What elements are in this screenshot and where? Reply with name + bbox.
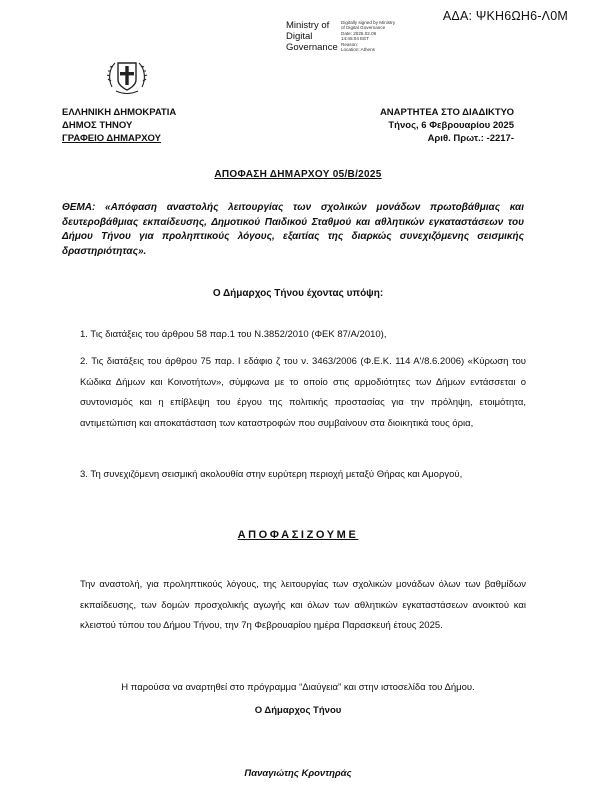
signature-detail-line: Digitally signed by Ministry (341, 20, 396, 25)
document-date: Τήνος, 6 Φεβρουαρίου 2025 (388, 120, 514, 131)
considering-heading: Ο Δήμαρχος Τήνου έχοντας υπόψη: (212, 288, 384, 299)
decide-heading: ΑΠΟΦΑΣΙΖΟΥΜΕ (237, 529, 359, 541)
signature-detail-line: Reason: (341, 41, 359, 47)
publication-note: ΑΝΑΡΤΗΤΕΑ ΣΤΟ ΔΙΑΔΙΚΤΥΟ (379, 107, 514, 118)
signature-detail-line: of Digital Governance (341, 25, 386, 31)
country-name: ΕΛΛΗΝΙΚΗ ΔΗΜΟΚΡΑΤΙΑ (62, 107, 177, 118)
considering-item: 2. Τις διατάξεις του άρθρου 75 παρ. I εδάφιο ζ του ν. 3463/2006 (Φ.Ε.Κ. 114 Α'/8.6.2006) «Κύρωση του Κώδικα Δήμων και Κοινοτήτων», σύμφωνα με το οποίο στις αρμοδιότητες των Δήμων εντάσσεται ο συντονισμός και η επίβλεψη του έργου της πολιτικής προστασίας για την πρόληψη, ετοιμότητα, αντιμετώπιση και αποκατάσταση των καταστροφών που συμβαίνουν στα διοικητικά τους όρια, (80, 356, 526, 429)
mayor-title: Ο Δήμαρχος Τήνου (254, 705, 342, 716)
publication-instruction: Η παρούσα να αναρτηθεί στο πρόγραμμα “Διαύγεια” και στην ιστοσελίδα του Δήμου. (121, 682, 475, 693)
greek-coat-of-arms-icon (104, 53, 150, 99)
protocol-number: Αριθ. Πρωτ.: -2217- (427, 133, 514, 144)
office-name: ΓΡΑΦΕΙΟ ΔΗΜΑΡΧΟΥ (62, 133, 161, 144)
considering-item: 1. Τις διατάξεις του άρθρου 58 παρ.1 του Ν.3852/2010 (ΦΕΚ 87/Α/2010), (80, 329, 387, 340)
signature-org-line: Digital (286, 31, 313, 42)
decision-text: Την αναστολή, για προληπτικούς λόγους, της λειτουργίας των σχολικών μονάδων όλων των βαθμίδων εκπαίδευσης, των δομών προσχολικής αγωγής και όλων των αθλητικών εγκαταστάσεων ανοικτού και κλειστού τύπου του Δήμου Τήνου, την 7η Φεβρουαρίου ημέρα Παρασκευή έτους 2025. (80, 579, 526, 631)
signatory-name: Παναγιώτης Κροντηράς (244, 768, 352, 779)
signature-detail-line: Date: 2025.02.06 (341, 30, 377, 36)
municipality-name: ΔΗΜΟΣ ΤΗΝΟΥ (62, 120, 133, 131)
header-meta (380, 106, 514, 145)
digital-signature-details (341, 20, 395, 52)
decision-title: ΑΠΟΦΑΣΗ ΔΗΜΑΡΧΟΥ 05/Β/2025 (214, 169, 382, 180)
signature-detail-line: 14:45:04 EET (341, 36, 370, 42)
digital-signature-org (286, 20, 338, 53)
signature-org-line: Ministry of (286, 20, 330, 31)
signature-org-line: Governance (286, 42, 338, 53)
ada-code: ΑΔΑ: ΨΚΗ6ΩΗ6-Λ0Μ (442, 9, 568, 23)
decision-subject: ΘΕΜΑ: «Απόφαση αναστολής λειτουργίας των σχολικών μονάδων πρωτοβάθμιας και δευτεροβάθμιας εκπαίδευσης, Δημοτικού Παιδικού Σταθμού και αθλητικών εγκαταστάσεων του Δήμου Τήνου για προληπτικούς λόγους, εξαιτίας της διαρκώς συνεχιζόμενης σεισμικής δραστηριότητας». (62, 202, 524, 257)
considering-item: 3. Τη συνεχιζόμενη σεισμική ακολουθία στην ευρύτερη περιοχή μεταξύ Θήρας και Αμοργού, (80, 469, 463, 480)
signature-detail-line: Location: Athens (341, 47, 375, 53)
header-issuer (62, 106, 176, 145)
